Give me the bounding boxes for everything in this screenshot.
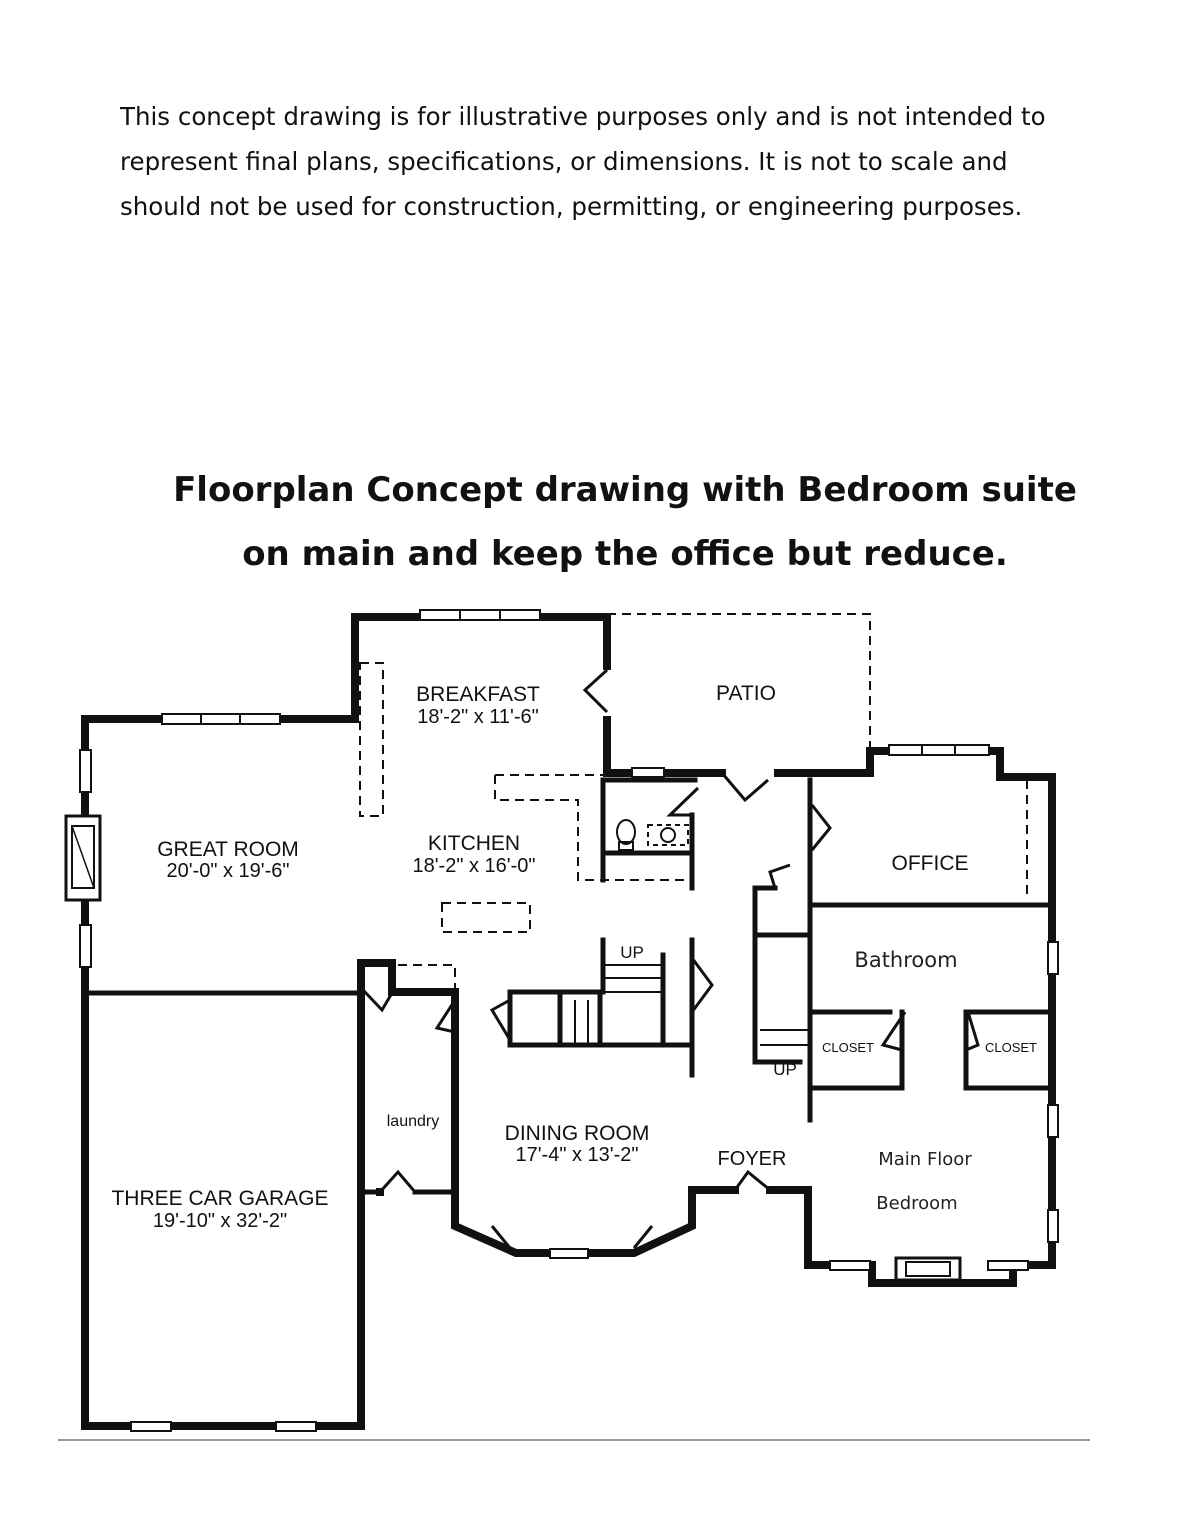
stairs-up-label-1: UP xyxy=(620,943,644,962)
disclaimer-line-2: represent final plans, specifications, or dimensions. It is not to scale and xyxy=(120,147,1008,176)
dining-room-label: DINING ROOM xyxy=(504,1122,650,1145)
room-labels xyxy=(111,682,1037,1232)
toilet-fixture xyxy=(617,820,688,850)
kitchen-label: KITCHEN xyxy=(427,832,521,855)
drawing-title-line-2: on main and keep the office but reduce. xyxy=(242,534,1008,574)
garage-label: THREE CAR GARAGE xyxy=(111,1187,329,1210)
closet-right-label: CLOSET xyxy=(984,1040,1038,1055)
windows xyxy=(80,610,1058,1431)
drawing-title-line-1: Floorplan Concept drawing with Bedroom suite xyxy=(173,470,1077,510)
dining-room-dims: 17'-4" x 13'-2" xyxy=(515,1144,639,1166)
office-label: OFFICE xyxy=(891,852,969,875)
breakfast-dims: 18'-2" x 11'-6" xyxy=(417,706,539,728)
great-room-dims: 20'-0" x 19'-6" xyxy=(166,860,290,882)
disclaimer-line-1: This concept drawing is for illustrative purposes only and is not intended to xyxy=(120,102,1046,131)
closet-left-label: CLOSET xyxy=(821,1040,875,1055)
laundry-label: laundry xyxy=(386,1113,440,1130)
exterior-walls xyxy=(85,617,1052,1426)
patio-label: PATIO xyxy=(716,682,776,705)
breakfast-label: BREAKFAST xyxy=(416,683,540,706)
stairs-up-label-2: UP xyxy=(773,1060,797,1079)
foyer-label: FOYER xyxy=(717,1148,787,1170)
great-room-label: GREAT ROOM xyxy=(157,838,299,861)
garage-dims: 19'-10" x 32'-2" xyxy=(152,1210,288,1232)
main-floor-bedroom-line-1: Main Floor xyxy=(878,1149,972,1170)
bathroom-label: Bathroom xyxy=(854,948,958,972)
disclaimer-line-3: should not be used for construction, permitting, or engineering purposes. xyxy=(120,192,1023,221)
kitchen-dims: 18'-2" x 16'-0" xyxy=(412,855,536,877)
main-floor-bedroom-line-2: Bedroom xyxy=(876,1193,958,1214)
